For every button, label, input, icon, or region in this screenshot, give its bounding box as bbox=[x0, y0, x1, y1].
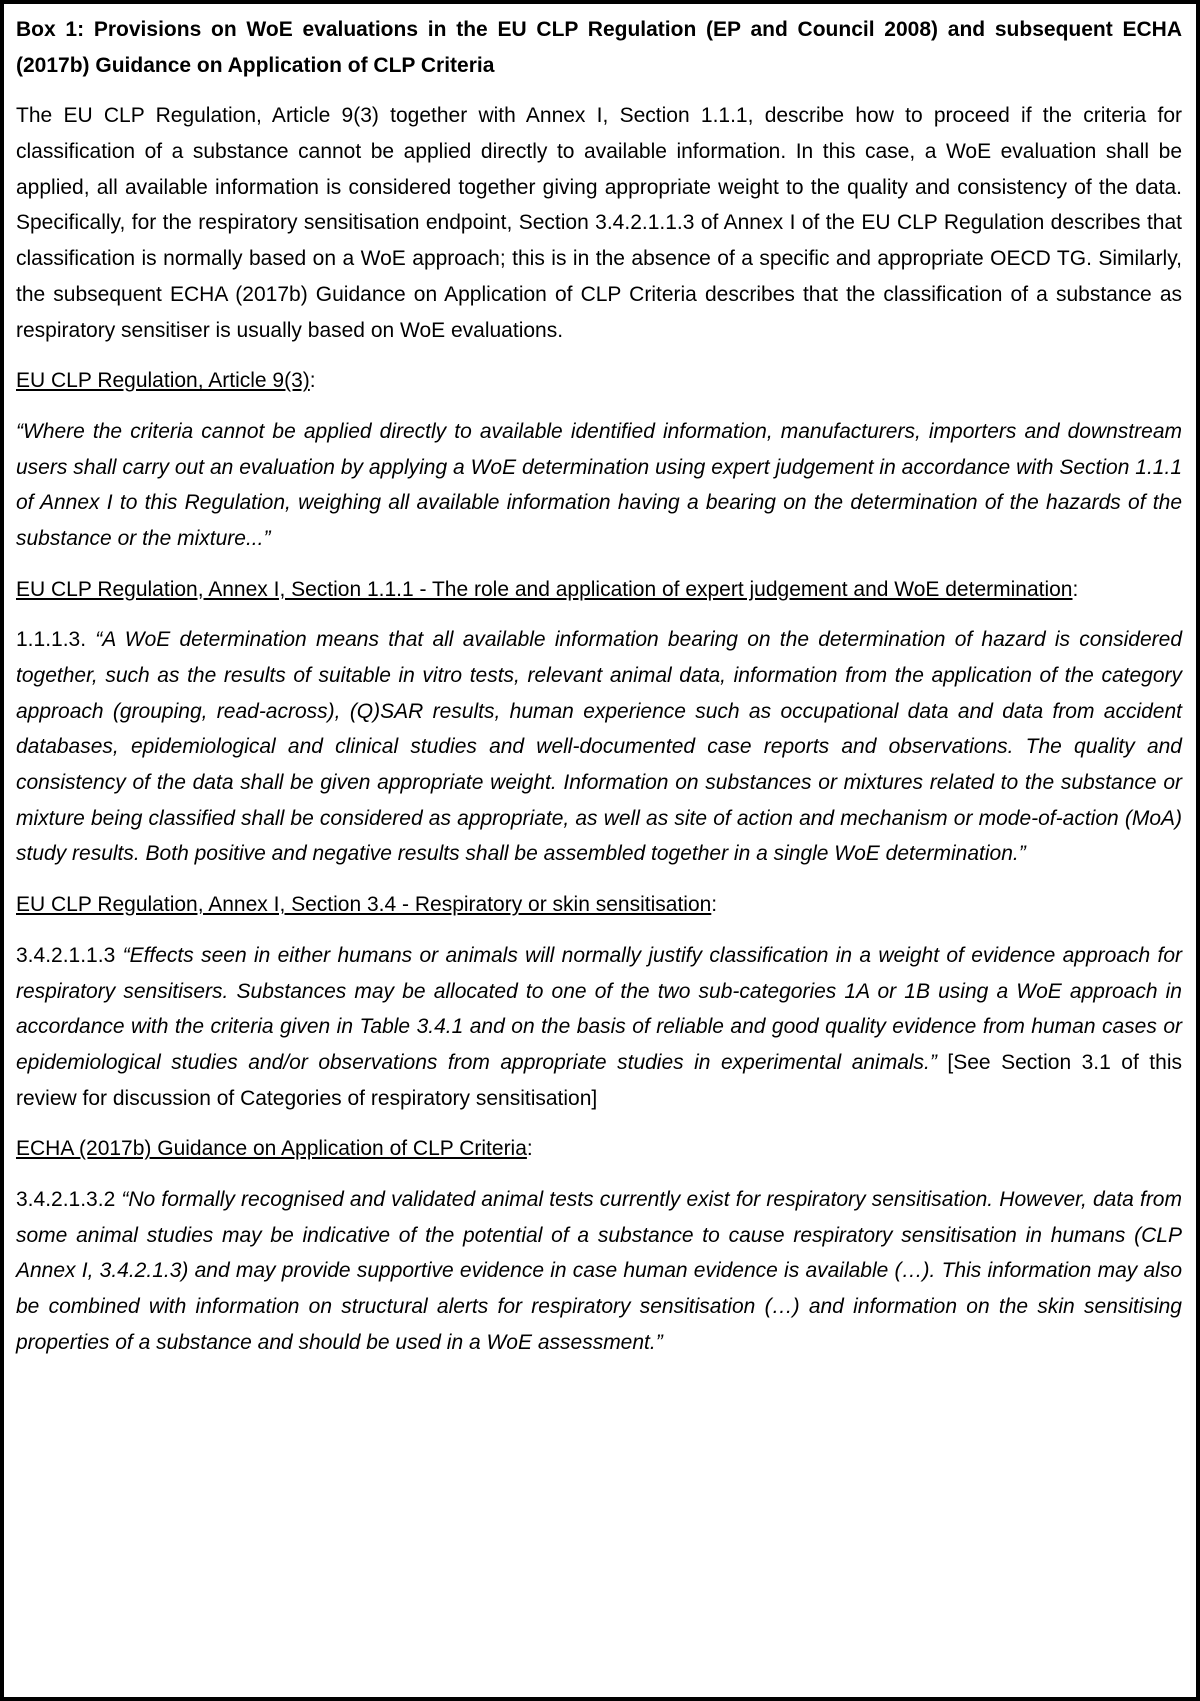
box-title: Box 1: Provisions on WoE evaluations in the EU CLP Regulation (EP and Council 2008) and subsequent ECHA (2017b) Guidance on Application of CLP Criteria bbox=[16, 18, 1182, 77]
quote-paragraph-annex-1-1-1 bbox=[16, 622, 1182, 872]
heading-text: EU CLP Regulation, Annex I, Section 3.4 - Respiratory or skin sensitisation bbox=[16, 893, 712, 917]
quote-paragraph-annex-3-4 bbox=[16, 938, 1182, 1116]
section-number: 3.4.2.1.3.2 bbox=[16, 1187, 122, 1211]
heading-colon: : bbox=[711, 893, 718, 917]
heading-colon: : bbox=[526, 1137, 533, 1161]
bracket-note: [See Section 3.1 of this review for discussion of Categories of respiratory sensitisation] bbox=[16, 1050, 1182, 1110]
section-heading-echa-guidance bbox=[16, 1131, 1182, 1167]
heading-colon: : bbox=[309, 369, 316, 393]
section-heading-article-9-3 bbox=[16, 363, 1182, 399]
heading-colon: : bbox=[1072, 577, 1079, 601]
heading-text: ECHA (2017b) Guidance on Application of CLP Criteria bbox=[16, 1137, 527, 1161]
quote-paragraph-article-9-3 bbox=[16, 414, 1182, 557]
section-heading-annex-3-4 bbox=[16, 887, 1182, 923]
quote-paragraph-echa-guidance bbox=[16, 1182, 1182, 1360]
quote-text: “No formally recognised and validated animal tests currently exist for respiratory sensitisation. However, data from some animal studies may be indicative of the potential of a substance to cause respiratory sensitisation in humans (CLP Annex I, 3.4.2.1.3) and may provide supportive evidence in case human evidence is available (…). This information may also be combined with information on structural alerts for respiratory sensitisation (…) and information on the skin sensitising properties of a substance and should be used in a WoE assessment.” bbox=[16, 1187, 1182, 1354]
section-number: 3.4.2.1.1.3 bbox=[16, 943, 123, 967]
intro-paragraph: The EU CLP Regulation, Article 9(3) together with Annex I, Section 1.1.1, describe how to proceed if the criteria for classification of a substance cannot be applied directly to available information. In this case, a WoE evaluation shall be applied, all available information is considered together giving appropriate weight to the quality and consistency of the data. Specifically, for the respiratory sensitisation endpoint, Section 3.4.2.1.1.3 of Annex I of the EU CLP Regulation describes that classification is normally based on a WoE approach; this is in the absence of a specific and appropriate OECD TG. Similarly, the subsequent ECHA (2017b) Guidance on Application of CLP Criteria describes that the classification of a substance as respiratory sensitiser is usually based on WoE evaluations. bbox=[16, 104, 1182, 342]
section-heading-annex-1-1-1 bbox=[16, 572, 1182, 608]
quote-text: “A WoE determination means that all available information bearing on the determination of hazard is considered together, such as the results of suitable in vitro tests, relevant animal data, information from the application of the category approach (grouping, read-across), (Q)SAR results, human experience such as occupational data and data from accident databases, epidemiological and clinical studies and well-documented case reports and observations. The quality and consistency of the data shall be given appropriate weight. Information on substances or mixtures related to the substance or mixture being classified shall be considered as appropriate, as well as site of action and mechanism or mode-of-action (MoA) study results. Both positive and negative results shall be assembled together in a single WoE determination.” bbox=[16, 628, 1182, 866]
heading-text: EU CLP Regulation, Article 9(3) bbox=[16, 369, 310, 393]
quote-text: “Where the criteria cannot be applied directly to available identified information, manufacturers, importers and downstream users shall carry out an evaluation by applying a WoE determination using expert judgement in accordance with Section 1.1.1 of Annex I to this Regulation, weighing all available information having a bearing on the determination of the hazards of the substance or the mixture...” bbox=[16, 419, 1182, 550]
heading-text: EU CLP Regulation, Annex I, Section 1.1.1 - The role and application of expert judgement and WoE determination bbox=[16, 577, 1073, 601]
section-number: 1.1.1.3. bbox=[16, 628, 96, 652]
quote-text: “Effects seen in either humans or animals will normally justify classification in a weight of evidence approach for respiratory sensitisers. Substances may be allocated to one of the two sub-categories 1A or 1B using a WoE approach in accordance with the criteria given in Table 3.4.1 and on the basis of reliable and good quality evidence from human cases or epidemiological studies and/or observations from appropriate studies in experimental animals.” bbox=[16, 943, 1182, 1074]
